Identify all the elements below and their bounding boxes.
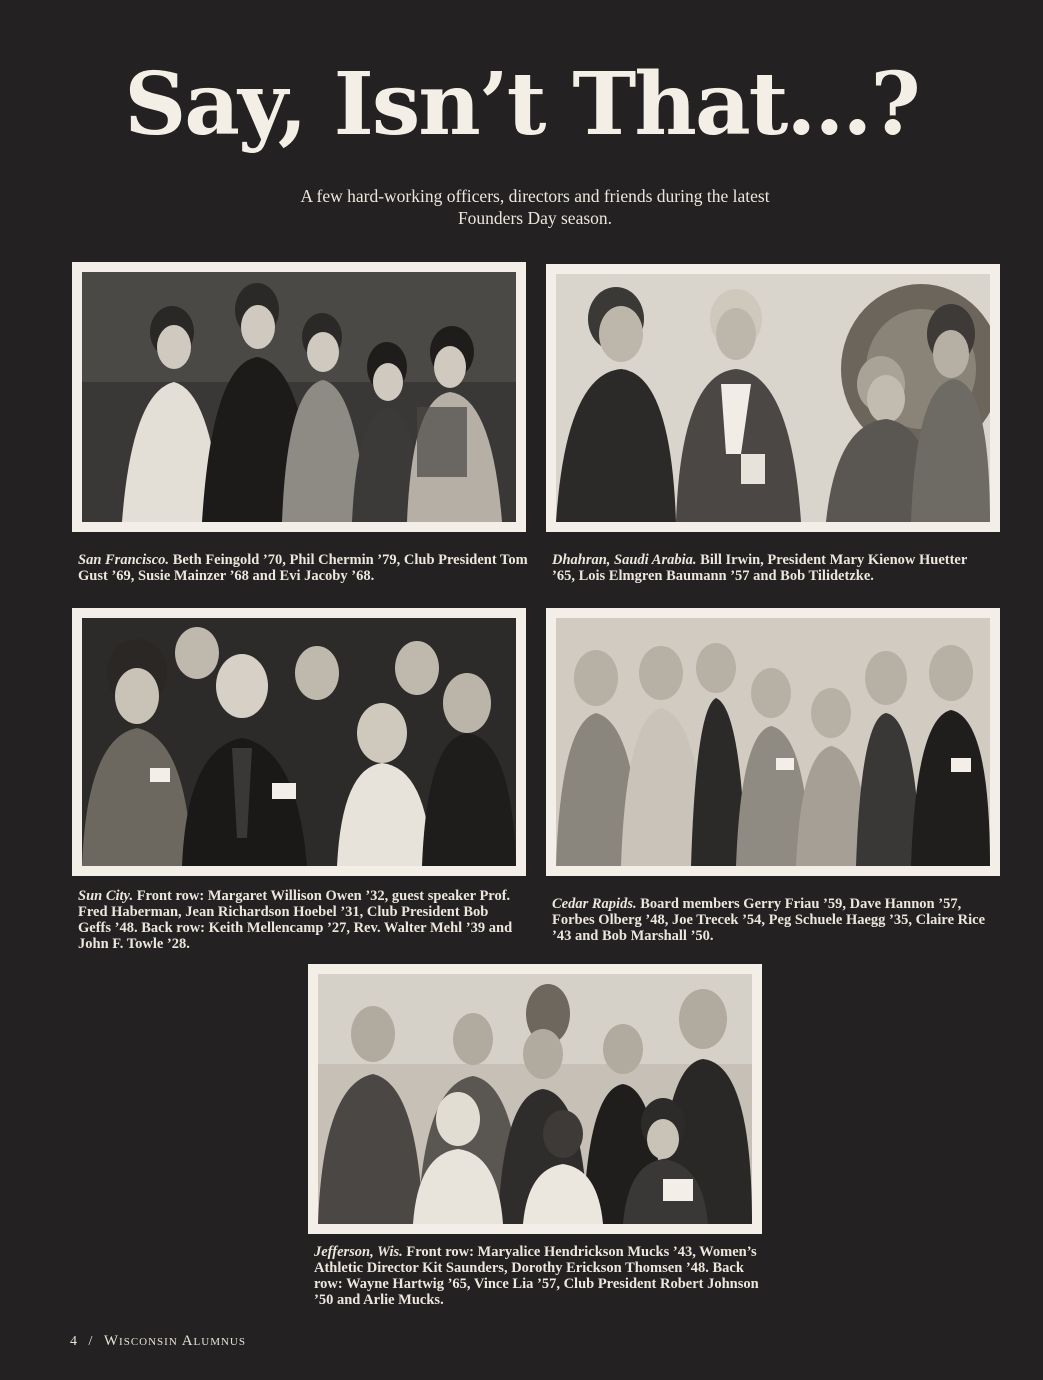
photo-jefferson [308, 964, 762, 1234]
caption-text: Front row: Margaret Willison Owen ’32, guest speaker Prof. Fred Haberman, Jean Richardson Hoebel ’31, Club President Bob Geffs ’48. Back row: Keith Mellencamp ’27, Rev. Walter Mehl ’39 and John F. Towle ’28. [78, 888, 513, 952]
caption-place: Dhahran, Saudi Arabia. [552, 552, 697, 568]
caption-place: Sun City. [78, 888, 134, 904]
group-photo-image [82, 272, 516, 522]
group-photo-image [556, 274, 990, 522]
footer-separator: / [88, 1334, 94, 1349]
photo-sun-city [72, 608, 526, 876]
page-subtitle: A few hard-working officers, directors and friends during the latest Founders Day season. [300, 186, 770, 228]
photo-san-francisco [72, 262, 526, 532]
caption-dhahran [552, 552, 992, 584]
photo-dhahran [546, 264, 1000, 532]
caption-text: Beth Feingold ’70, Phil Chermin ’79, Club President Tom Gust ’69, Susie Mainzer ’68 and Evi Jacoby ’68. [78, 552, 528, 584]
page-title: Say, Isn’t That…? [124, 54, 919, 155]
publication-name: Wisconsin Alumnus [103, 1333, 246, 1349]
group-photo-image [556, 618, 990, 866]
caption-sun-city [78, 888, 518, 952]
caption-text: Front row: Maryalice Hendrickson Mucks ’43, Women’s Athletic Director Kit Saunders, Dorothy Erickson Thomsen ’48. Back row: Wayne Hartwig ’65, Vince Lia ’57, Club President Robert Johnson ’50 and Arlie Mucks. [314, 1244, 759, 1308]
page-footer [70, 1333, 246, 1350]
caption-text: Board members Gerry Friau ’59, Dave Hannon ’57, Forbes Olberg ’48, Joe Trecek ’54, Peg Schuele Haegg ’35, Claire Rice ’43 and Bob Marshall ’50. [552, 896, 986, 944]
caption-place: Jefferson, Wis. [314, 1244, 403, 1260]
group-photo-image [82, 618, 516, 866]
caption-place: Cedar Rapids. [552, 896, 637, 912]
caption-jefferson [314, 1244, 759, 1308]
page-number: 4 [70, 1334, 78, 1349]
group-photo-image [318, 974, 752, 1224]
caption-place: San Francisco. [78, 552, 170, 568]
caption-text: Bill Irwin, President Mary Kienow Huetter ’65, Lois Elmgren Baumann ’57 and Bob Tilidetzke. [552, 552, 968, 584]
caption-san-francisco [78, 552, 528, 584]
caption-cedar-rapids [552, 896, 997, 944]
photo-cedar-rapids [546, 608, 1000, 876]
